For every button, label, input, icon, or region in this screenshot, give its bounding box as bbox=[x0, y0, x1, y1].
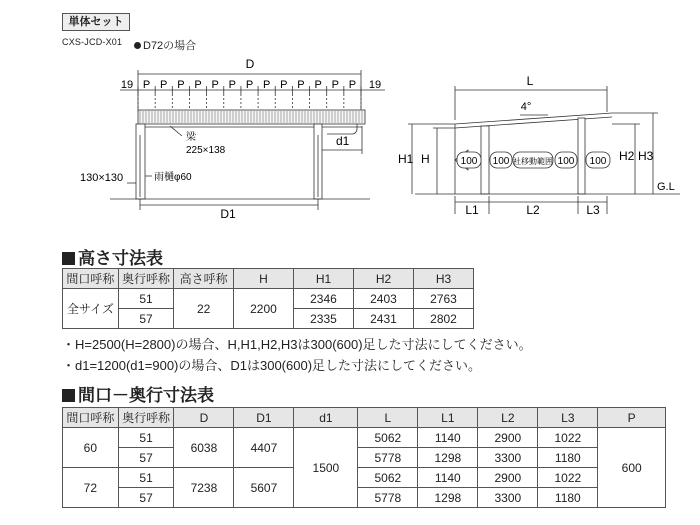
l1-cell: 1140 bbox=[418, 428, 478, 448]
set-type-tag: 単体セット bbox=[62, 13, 130, 31]
square-bullet-icon bbox=[62, 252, 75, 265]
dim-D: D bbox=[245, 57, 255, 71]
table-header-row bbox=[63, 408, 666, 428]
dim-L: L bbox=[526, 74, 534, 88]
l-cell: 5778 bbox=[358, 488, 418, 508]
col-header: 奥行呼称 bbox=[118, 269, 174, 289]
width-cell: 72 bbox=[63, 468, 119, 508]
dim-L3: L3 bbox=[586, 203, 600, 217]
col-header: H3 bbox=[413, 269, 473, 289]
case-label-text: D72の場合 bbox=[143, 40, 197, 52]
width-cell: 60 bbox=[63, 428, 119, 468]
h2-cell: 2403 bbox=[353, 289, 413, 309]
clearance-100-b: 100 bbox=[492, 156, 510, 167]
p-label: P bbox=[262, 79, 271, 91]
col-header: H1 bbox=[293, 269, 353, 289]
p-label: P bbox=[142, 79, 151, 91]
dim-d1: d1 bbox=[336, 134, 350, 148]
l3-cell: 1022 bbox=[538, 428, 598, 448]
p-label: P bbox=[160, 79, 168, 91]
square-bullet-icon bbox=[62, 389, 75, 402]
h3-cell: 2802 bbox=[413, 309, 473, 329]
h1-cell: 2335 bbox=[293, 309, 353, 329]
clearance-100-a: 100 bbox=[460, 156, 478, 167]
col-header: 間口呼称 bbox=[63, 269, 119, 289]
p-label: P bbox=[348, 79, 357, 91]
gutter-label: 雨樋φ60 bbox=[154, 172, 192, 183]
l1-cell: 1298 bbox=[418, 448, 478, 468]
l3-cell: 1180 bbox=[538, 488, 598, 508]
dim-end-left: 19 bbox=[120, 79, 134, 91]
clearance-100-d: 100 bbox=[589, 156, 607, 167]
col-header: D1 bbox=[234, 408, 294, 428]
p-label: P bbox=[211, 79, 219, 91]
d1-dim-cell: 5607 bbox=[234, 468, 294, 508]
col-header: P bbox=[598, 408, 666, 428]
note-d1: ・d1=1200(d1=900)の場合、D1は300(600)足した寸法にしてください。 bbox=[62, 358, 482, 373]
product-code: CXS-JCD-X01 bbox=[62, 37, 123, 47]
small-d1-cell: 1500 bbox=[294, 428, 358, 508]
ground-level: G.L bbox=[657, 181, 675, 193]
col-header: D bbox=[174, 408, 234, 428]
table-row bbox=[63, 488, 666, 508]
l-cell: 5778 bbox=[358, 448, 418, 468]
p-label: P bbox=[314, 79, 322, 91]
beam-label: 梁 bbox=[186, 132, 196, 143]
col-header: L bbox=[358, 408, 418, 428]
depth-cell: 51 bbox=[118, 468, 174, 488]
col-header: L2 bbox=[478, 408, 538, 428]
dim-H3: H3 bbox=[638, 149, 654, 163]
col-header: d1 bbox=[294, 408, 358, 428]
l2-cell: 2900 bbox=[478, 428, 538, 448]
col-header: 高さ呼称 bbox=[174, 269, 234, 289]
h3-cell: 2763 bbox=[413, 289, 473, 309]
beam-size: 225×138 bbox=[186, 145, 226, 156]
depth-cell: 57 bbox=[118, 488, 174, 508]
height-table-title: 高さ寸法表 bbox=[62, 244, 163, 269]
clearance-100-c: 100 bbox=[557, 156, 575, 167]
dim-H: H bbox=[421, 152, 430, 166]
d1-dim-cell: 4407 bbox=[234, 428, 294, 468]
col-header: L3 bbox=[538, 408, 598, 428]
table-row bbox=[63, 289, 474, 309]
depth-cell: 57 bbox=[118, 309, 174, 329]
dim-D1: D1 bbox=[220, 207, 236, 221]
width-depth-table bbox=[62, 407, 666, 508]
l1-cell: 1140 bbox=[418, 468, 478, 488]
p-label: P bbox=[297, 79, 305, 91]
col-header: L1 bbox=[418, 408, 478, 428]
dim-H1: H1 bbox=[398, 152, 414, 166]
table-header-row bbox=[63, 269, 474, 289]
roof-angle: 4° bbox=[520, 101, 532, 113]
dim-H2: H2 bbox=[619, 149, 635, 163]
p-label: P bbox=[331, 79, 339, 91]
note-height: ・H=2500(H=2800)の場合、H,H1,H2,H3は300(600)足した寸法にしてください。 bbox=[62, 337, 532, 352]
col-header: 奥行呼称 bbox=[118, 408, 174, 428]
col-header: 間口呼称 bbox=[63, 408, 119, 428]
l3-cell: 1022 bbox=[538, 468, 598, 488]
col-header: H2 bbox=[353, 269, 413, 289]
d-cell: 7238 bbox=[174, 468, 234, 508]
d-cell: 6038 bbox=[174, 428, 234, 468]
l2-cell: 3300 bbox=[478, 488, 538, 508]
p-label: P bbox=[194, 79, 202, 91]
h1-cell: 2346 bbox=[293, 289, 353, 309]
table-row bbox=[63, 448, 666, 468]
l2-cell: 2900 bbox=[478, 468, 538, 488]
p-label: P bbox=[228, 79, 237, 91]
table-row bbox=[63, 428, 666, 448]
l-cell: 5062 bbox=[358, 468, 418, 488]
depth-cell: 51 bbox=[118, 289, 174, 309]
height-code-cell: 22 bbox=[174, 289, 234, 329]
p-label: P bbox=[280, 79, 288, 91]
l1-cell: 1298 bbox=[418, 488, 478, 508]
movement-range-label: 社移動範囲 bbox=[513, 157, 553, 166]
p-label: P bbox=[177, 79, 185, 91]
depth-cell: 51 bbox=[118, 428, 174, 448]
h2-cell: 2431 bbox=[353, 309, 413, 329]
l2-cell: 3300 bbox=[478, 448, 538, 468]
h-cell: 2200 bbox=[233, 289, 293, 329]
p-cell: 600 bbox=[598, 428, 666, 508]
l3-cell: 1180 bbox=[538, 448, 598, 468]
dim-end-right: 19 bbox=[368, 79, 382, 91]
depth-cell: 57 bbox=[118, 448, 174, 468]
l-cell: 5062 bbox=[358, 428, 418, 448]
post-size: 130×130 bbox=[80, 172, 124, 184]
size-cell: 全サイズ bbox=[63, 289, 119, 329]
table-row bbox=[63, 468, 666, 488]
dim-L2: L2 bbox=[526, 203, 540, 217]
col-header: H bbox=[233, 269, 293, 289]
p-label: P bbox=[245, 79, 254, 91]
side-elevation-diagram bbox=[0, 0, 700, 230]
dim-L1: L1 bbox=[465, 203, 479, 217]
height-table bbox=[62, 268, 474, 329]
width-depth-table-title: 間口－奥行寸法表 bbox=[62, 381, 214, 406]
